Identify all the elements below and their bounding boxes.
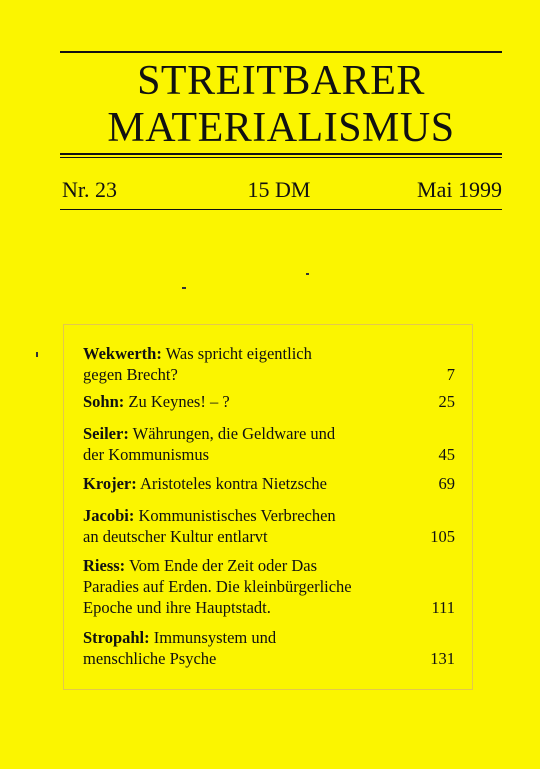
toc-entry[interactable] bbox=[83, 627, 455, 669]
toc-page-number: 45 bbox=[438, 445, 455, 464]
toc-entry[interactable] bbox=[83, 423, 455, 465]
toc-entry[interactable] bbox=[83, 343, 455, 385]
toc-title-line: an deutscher Kultur entlarvt bbox=[83, 527, 268, 546]
toc-title-line: Was spricht eigentlich bbox=[165, 344, 312, 363]
toc-title-line: gegen Brecht? bbox=[83, 365, 178, 384]
toc-page-number: 25 bbox=[438, 392, 455, 411]
issue-rule bbox=[60, 209, 502, 210]
toc-author: Krojer: bbox=[83, 474, 137, 493]
toc-title-line: Währungen, die Geldware und bbox=[132, 424, 336, 443]
title-bottom-rule-thin bbox=[60, 157, 502, 158]
toc-title-line: Kommunistisches Verbrechen bbox=[138, 506, 336, 525]
table-of-contents bbox=[63, 324, 473, 690]
toc-title-line: Epoche und ihre Hauptstadt. bbox=[83, 598, 271, 617]
toc-author: Jacobi: bbox=[83, 506, 135, 525]
toc-title-line: der Kommunismus bbox=[83, 445, 210, 464]
toc-entry[interactable] bbox=[83, 473, 455, 494]
magazine-title-line1: STREITBARER bbox=[137, 58, 425, 104]
toc-author: Seiler: bbox=[83, 424, 129, 443]
magazine-title-line2: MATERIALISMUS bbox=[107, 105, 455, 151]
toc-entry[interactable] bbox=[83, 505, 455, 547]
toc-page-number: 69 bbox=[438, 474, 455, 493]
toc-entry[interactable] bbox=[83, 391, 455, 412]
toc-entry[interactable] bbox=[83, 555, 455, 618]
toc-title-line: Zu Keynes! – ? bbox=[128, 392, 230, 411]
toc-title-line: Immunsystem und bbox=[153, 628, 277, 647]
toc-title-line: Aristoteles kontra Nietzsche bbox=[139, 474, 327, 493]
toc-author: Stropahl: bbox=[83, 628, 150, 647]
toc-title-line: Paradies auf Erden. Die kleinbürgerliche bbox=[83, 577, 352, 596]
toc-title-line: menschliche Psyche bbox=[83, 649, 217, 668]
issue-price: 15 DM bbox=[247, 177, 311, 202]
toc-author: Riess: bbox=[83, 556, 126, 575]
top-rule bbox=[60, 51, 502, 53]
issue-number: Nr. 23 bbox=[62, 177, 117, 202]
toc-page-number: 131 bbox=[430, 649, 455, 668]
toc-page-number: 111 bbox=[431, 598, 455, 617]
print-speck bbox=[36, 352, 38, 357]
issue-date: Mai 1999 bbox=[417, 177, 502, 202]
toc-title-line: Vom Ende der Zeit oder Das bbox=[129, 556, 318, 575]
toc-author: Wekwerth: bbox=[83, 344, 162, 363]
issue-info bbox=[62, 177, 502, 203]
title-bottom-rule bbox=[60, 153, 502, 155]
toc-page-number: 105 bbox=[430, 527, 455, 546]
print-speck bbox=[182, 287, 186, 289]
print-speck bbox=[306, 273, 309, 275]
toc-page-number: 7 bbox=[446, 365, 455, 384]
toc-author: Sohn: bbox=[83, 392, 125, 411]
